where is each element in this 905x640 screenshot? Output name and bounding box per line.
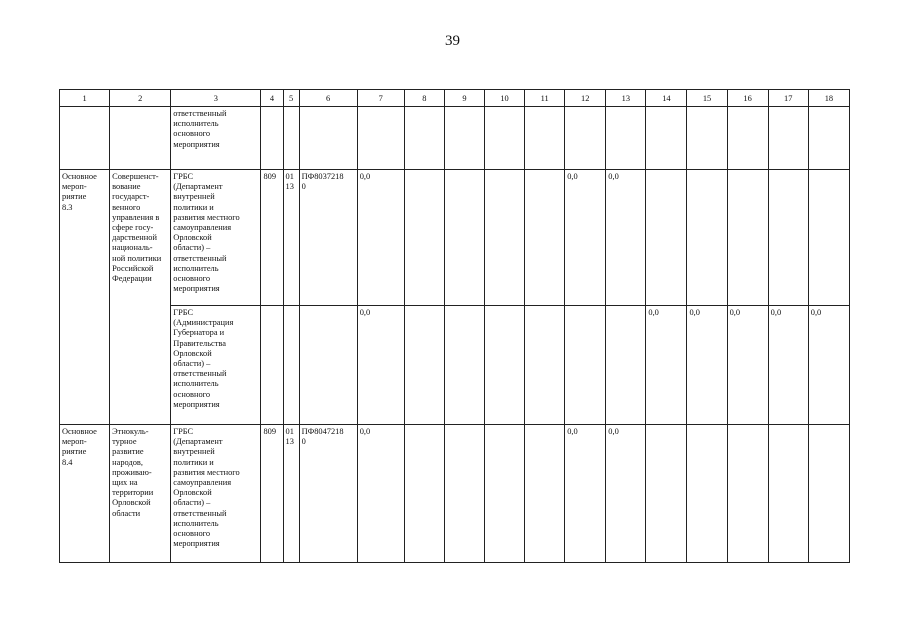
table-cell [261,107,283,170]
table-cell [299,306,357,425]
table-cell: ПФ8047218 0 [299,425,357,563]
activity-code-cell: Основное мероп- риятие 8.4 [60,425,110,563]
table-cell [727,107,768,170]
table-cell: 0,0 [646,306,687,425]
budget-table [59,89,850,563]
table-cell: 809 [261,170,283,306]
table-cell [565,306,606,425]
table-cell [283,107,299,170]
activity-title-cell: Этнокуль- турное развитие народов, проживаю- щих на территории Орловской области [110,425,171,563]
table-cell [727,425,768,563]
table-cell [768,425,808,563]
table-cell [444,107,484,170]
table-cell: ответственный исполнитель основного мероприятия [171,107,261,170]
table-cell [485,425,525,563]
col-header-16: 16 [727,90,768,107]
table-cell: 0,0 [565,425,606,563]
table-cell: 0,0 [768,306,808,425]
table-cell: ПФ8037218 0 [299,170,357,306]
page-number: 39 [445,33,460,49]
table-cell [283,306,299,425]
activity-code-cell: Основное мероп- риятие 8.3 [60,170,110,425]
table-cell [687,425,727,563]
table-cell [768,170,808,306]
col-header-1: 1 [60,90,110,107]
col-header-3: 3 [171,90,261,107]
table-cell: 0,0 [565,170,606,306]
responsible-cell: ГРБС (Департамент внутренней политики и развития местного самоуправления Орловской области) – ответственный исполнитель основного мероприятия [171,425,261,563]
table-cell [808,107,849,170]
table-cell [110,107,171,170]
responsible-cell: ГРБС (Департамент внутренней политики и развития местного самоуправления Орловской области) – ответственный исполнитель основного мероприятия [171,170,261,306]
col-header-10: 10 [485,90,525,107]
table-row [60,107,850,170]
table-cell [444,425,484,563]
table-cell [299,107,357,170]
table-cell [444,170,484,306]
header-row [60,90,850,107]
col-header-9: 9 [444,90,484,107]
col-header-14: 14 [646,90,687,107]
table-cell: 809 [261,425,283,563]
col-header-13: 13 [606,90,646,107]
table-cell [444,306,484,425]
col-header-5: 5 [283,90,299,107]
col-header-8: 8 [404,90,444,107]
col-header-6: 6 [299,90,357,107]
table-cell [404,107,444,170]
table-cell: 0,0 [357,425,404,563]
table-cell [808,170,849,306]
table-cell [404,425,444,563]
col-header-2: 2 [110,90,171,107]
table-cell [404,306,444,425]
table-cell [525,170,565,306]
table-cell: 0,0 [357,306,404,425]
table-cell: 0,0 [606,170,646,306]
table-cell: 0,0 [727,306,768,425]
col-header-4: 4 [261,90,283,107]
table-row [60,425,850,563]
activity-title-cell: Совершенст- вование государст- венного управления в сфере госу- дарственной националь- ной политики Российской Федерации [110,170,171,425]
table-cell [485,107,525,170]
table-cell [485,170,525,306]
table-cell [606,107,646,170]
table-cell [687,170,727,306]
table-cell [808,425,849,563]
table-cell: 01 13 [283,170,299,306]
table-cell [768,107,808,170]
table-cell [525,306,565,425]
table-cell [525,425,565,563]
table-row [60,306,850,425]
table-cell: 0,0 [357,170,404,306]
table-cell [646,107,687,170]
table-cell [646,170,687,306]
col-header-7: 7 [357,90,404,107]
table-cell [727,170,768,306]
table-cell: 01 13 [283,425,299,563]
table-cell [357,107,404,170]
table-cell [606,306,646,425]
table-cell [525,107,565,170]
table-cell: 0,0 [606,425,646,563]
table-cell: 0,0 [687,306,727,425]
table-cell [261,306,283,425]
table-cell [404,170,444,306]
table-cell [60,107,110,170]
table-row [60,170,850,306]
table-cell [485,306,525,425]
table-cell [646,425,687,563]
col-header-11: 11 [525,90,565,107]
table-cell: 0,0 [808,306,849,425]
col-header-17: 17 [768,90,808,107]
col-header-15: 15 [687,90,727,107]
table-cell [565,107,606,170]
table-cell [687,107,727,170]
col-header-12: 12 [565,90,606,107]
responsible-cell: ГРБС (Администрация Губернатора и Правительства Орловской области) – ответственный исполнитель основного мероприятия [171,306,261,425]
col-header-18: 18 [808,90,849,107]
